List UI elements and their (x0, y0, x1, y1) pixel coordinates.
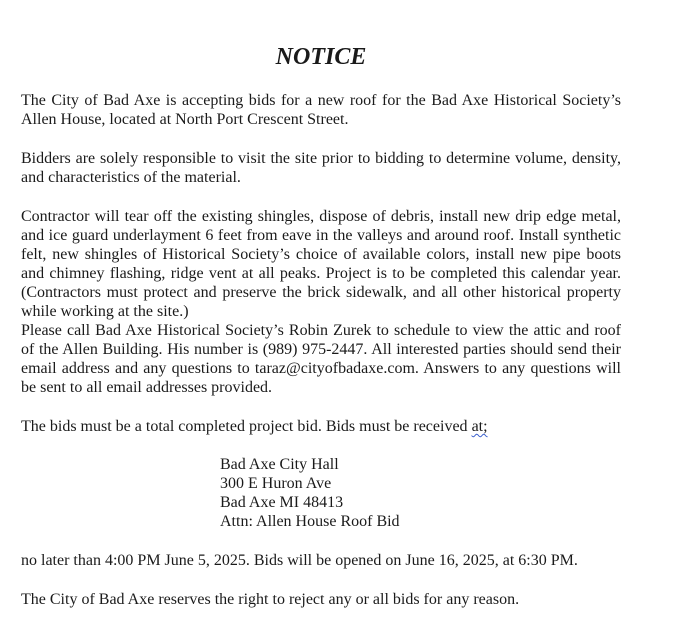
paragraph-contact-info: Please call Bad Axe Historical Society’s Robin Zurek to schedule to view the attic and roof of the Allen Building. His number is (989) 975-2447. All interested parties should send their email address and any questions to taraz@cityofbadaxe.com. Answers to any questions will be sent to all email addresses provided. (21, 322, 621, 396)
paragraph-bid-requirements (21, 417, 621, 436)
paragraph-site-visit: Bidders are solely responsible to visit the site prior to bidding to determine volume, density, and characteristics of the material. (21, 150, 621, 186)
address-line-4: Attn: Allen House Roof Bid (220, 513, 400, 530)
address-line-3: Bad Axe MI 48413 (220, 494, 344, 511)
paragraph-bid-announcement: The City of Bad Axe is accepting bids for a new roof for the Bad Axe Historical Society’s Allen House, located at North Port Crescent Street. (21, 92, 621, 128)
address-line-2: 300 E Huron Ave (220, 475, 332, 492)
bid-requirements-text: The bids must be a total completed project bid. Bids must be received (21, 418, 472, 435)
address-line-1: Bad Axe City Hall (220, 456, 339, 473)
paragraph-reservation-of-rights: The City of Bad Axe reserves the right to reject any or all bids for any reason. (21, 591, 520, 608)
grammar-flagged-word[interactable]: at; (471, 418, 488, 435)
paragraph-deadline: no later than 4:00 PM June 5, 2025. Bids will be opened on June 16, 2025, at 6:30 PM. (21, 552, 578, 569)
paragraph-scope-of-work: Contractor will tear off the existing shingles, dispose of debris, install new drip edge metal, and ice guard underlayment 6 feet from eave in the valleys and around roof. Install synthetic felt, new shingles of Historical Society’s choice of available colors, install new pipe boots and chimney flashing, ridge vent at all peaks. Project is to be completed this calendar year. (Contractors must protect and preserve the brick sidewalk, and all other historical property while working at the site.) (21, 208, 621, 320)
notice-title: NOTICE (275, 44, 367, 70)
mailing-address (220, 455, 400, 531)
